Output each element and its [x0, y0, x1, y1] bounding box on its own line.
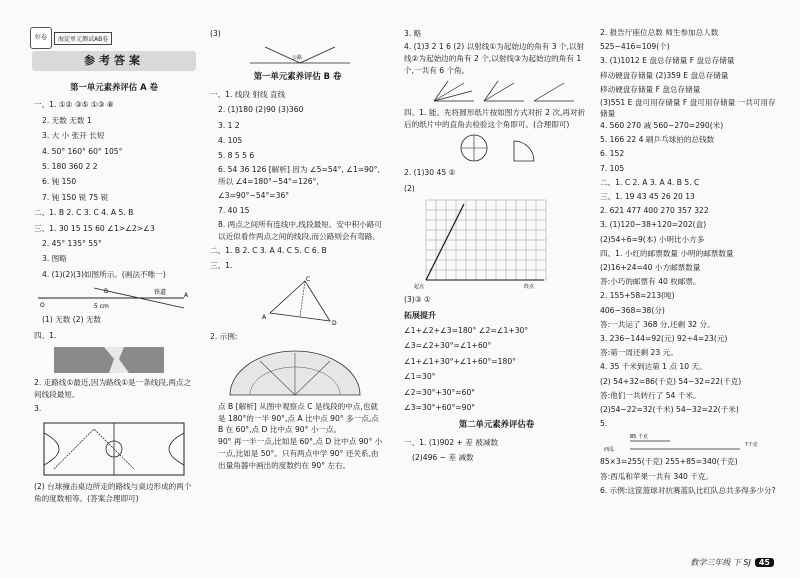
label-q: ?千克 — [745, 442, 758, 449]
answer-line: 一、1. (1)902 + 差 被减数 — [404, 437, 499, 447]
rays-figure — [404, 79, 589, 105]
answer-line: 2. 45° 135° 55° — [42, 239, 102, 249]
answer-line: (2)16+24=40 小方邮票数量 — [600, 263, 701, 273]
court-figure — [34, 419, 194, 479]
answer-line: 4. (1)3 2 1 6 (2) 以射线①为起始边的角有 3 个,以射线②为起始边的角有 2 个,以射线③为起始边的角有 1 个,一共有 6 个角。 — [404, 42, 585, 76]
answer-line: 四、1. 能。先将圆形纸片按如图方式对折 2 次,再对折后的纸片中的直角去检验这个角即可。(合理即可) — [404, 108, 586, 130]
label-road: 公路 — [292, 55, 303, 62]
answer-line: ∠1+∠1+30°+∠1+60°=180° — [404, 356, 516, 366]
answer-line: 二、1. B 2. C 3. C 4. A 5. B — [34, 208, 134, 218]
answer-line: 答:小巧的邮票有 40 枚邮票。 — [600, 277, 701, 287]
answer-line: 一、1. 线段 射线 直线 — [210, 89, 286, 99]
answer-line: 三、1. 19 43 45 26 20 13 — [600, 192, 695, 202]
grid-figure — [404, 198, 589, 290]
label-d: D — [332, 320, 337, 328]
page-number: 45 — [755, 558, 774, 567]
answer-line: 5. 180 360 2 2 — [42, 162, 98, 172]
section-title: 第一单元素养评估 B 卷 — [253, 71, 342, 82]
answer-line: 4. 560 270 减 560−270=290(米) — [600, 121, 724, 131]
answer-line: 三、1. — [210, 261, 233, 271]
line-figure — [34, 284, 194, 310]
answer-line: 3. 图略 — [42, 254, 67, 264]
answer-line: 答:第一周还剩 23 元。 — [600, 348, 678, 358]
answer-line: ∠3=90°−54°=36° — [218, 190, 290, 200]
answer-line: 2. (1)30 45 ② — [404, 168, 456, 178]
section-title: 第一单元素养评估 A 卷 — [70, 82, 158, 92]
column-1 — [34, 78, 194, 505]
circle-fold-figure — [404, 133, 589, 163]
answer-line: 6. 示例:这筐篮球对抗赛蓝队比红队总共多得多少分? — [600, 485, 776, 495]
answer-line: 三、1. 30 15 15 60 ∠1>∠2>∠3 — [34, 223, 155, 233]
answer-line: 一、1. ①② ③⑤ ①③ ⑧ — [34, 100, 114, 110]
grid-label-end: 终点 — [524, 284, 535, 291]
answer-line: 3. 236−144=92(元) 92÷4=23(元) — [600, 334, 728, 344]
answer-line: 3. (1)120−38+120=202(盒) — [600, 220, 707, 230]
answer-line: 2. 155+58=213(吨) — [600, 291, 675, 301]
answer-line: 移动硬盘存储量 (2)359 E 盘总存储量 — [600, 70, 729, 80]
answer-line: (2)54÷6=9(本) 小明比小方多 — [600, 234, 705, 244]
answer-line: 二、1. B 2. C 3. A 4. C 5. C 6. B — [210, 245, 327, 255]
label-scale: 5 cm — [94, 303, 109, 311]
label-track: 铁道 — [154, 289, 167, 297]
answer-line: 5. 8 5 5 6 — [218, 151, 255, 161]
answer-line: 二、1. C 2. A 3. A 4. B 5. C — [600, 177, 700, 187]
answer-line: 四、1. — [34, 330, 57, 340]
answer-line: 7. 40 15 — [218, 206, 250, 216]
answer-line: 点 B [解析] 从图中观察点 C 是线段的中点,也就是 180°的一半 90°,点 A 比中点 90° 多一点,点 B 在 60°,点 D 比中点 90° 小一点。 — [218, 401, 379, 435]
answer-line: 90° 再一半一点,比如是 60°,点 D 比中点 90° 小一点,比如是 50°。只有两点中学 90° 还关系,由出量角器中画出的度数约在 90° 左右。 — [218, 437, 383, 470]
label-85: 85 千克 — [630, 434, 648, 441]
answer-line: 4. 105 — [218, 136, 243, 146]
answer-line: (2) 54+32=86(千克) 54−32=22(千克) — [600, 376, 742, 386]
answer-line: 525−416=109(个) — [600, 42, 670, 52]
answer-line: ∠3=∠2+30°=∠1+60° — [404, 341, 492, 351]
answer-line: 2. (1)180 (2)90 (3)360 — [218, 105, 304, 115]
triangle-figure — [210, 275, 380, 327]
footer-subject: 数学三年级 下 SJ — [690, 558, 751, 567]
answer-line: 2. 示例: — [210, 332, 238, 342]
angle-figure — [210, 43, 380, 67]
column-2 — [210, 26, 385, 472]
answer-line: 3. 大 小 张开 长短 — [42, 131, 105, 141]
answer-line: 7. 105 — [600, 163, 625, 173]
answer-line: 3. — [34, 404, 42, 414]
bar-model-figure — [600, 431, 770, 455]
page-title: 参考答案 — [32, 51, 196, 71]
answer-line: 4. 35 千米到达第 1 点 10 天。 — [600, 362, 707, 372]
answer-line: (2) 台球撞击桌边所走的路线与桌边形成的两个角的度数相等。(答案合理即可) — [34, 481, 192, 503]
answer-line: 3. (1)1012 E 盘总存储量 F 盘总存储量 — [600, 56, 735, 66]
section-title: 第二单元素养评估卷 — [458, 419, 535, 430]
answer-line: 3. 1 2 — [218, 120, 240, 130]
answer-line: 406−368=38(分) — [600, 305, 665, 315]
label-watermelon: 西瓜 — [604, 447, 615, 454]
column-4 — [600, 26, 780, 498]
answer-line: (2) — [404, 183, 415, 193]
answer-line: 85×3=255(千克) 255+85=340(千克) — [600, 457, 738, 467]
map-figure — [34, 345, 194, 375]
answer-line: 4. (1)(2)(3)如图所示。(画法不唯一) — [42, 269, 166, 279]
answer-line: (3)③ ① — [404, 295, 431, 305]
answer-line: 2. 无数 无数 1 — [42, 115, 92, 125]
label-c: C — [306, 276, 311, 284]
answer-line: 5. 166 22 4 刷乒乓球拍的总钱数 — [600, 135, 715, 145]
answer-line: ∠1+∠2+∠3=180° ∠2=∠1+30° — [404, 326, 529, 336]
answer-line: 四、1. 小红的邮票数量 小明的邮票数量 — [600, 248, 734, 258]
label-o: O — [40, 302, 45, 310]
grid-label-start: 起点 — [414, 284, 425, 291]
answer-line: 2. 走路线①最近,因为路线①是一条线段,两点之间线段最短。 — [34, 378, 192, 400]
answer-line: ∠2=30°+30°=60° — [404, 387, 476, 397]
column-3 — [404, 26, 589, 466]
answer-line: 5. — [600, 419, 608, 429]
answer-line: ∠3=30°+60°=90° — [404, 403, 476, 413]
label-b: B — [104, 288, 109, 296]
answer-line: (3)551 E 盘可用存储量 F 盘可用存储量 一共可用存储量 — [600, 98, 776, 119]
brand-label: 海淀单元测试AB卷 — [54, 32, 112, 45]
label-a: A — [262, 314, 267, 322]
answer-line: 移动硬盘存储量 F 盘总存储量 — [600, 84, 701, 94]
answer-line: (2)496 − 差 减数 — [412, 453, 474, 463]
answer-line: 6. 54 36 126 [解析] 因为 ∠5=54°, ∠1=90°, 所以 ∠4=180°−54°=126°, — [218, 164, 381, 186]
answer-line: 答:一共运了 368 分,还剩 32 分。 — [600, 319, 715, 329]
answer-line: (2)54−22=32(千米) 54−32=22(千米) — [600, 405, 739, 415]
answer-line: 3. 略 — [404, 29, 422, 38]
answer-line: 6. 152 — [600, 149, 625, 159]
answer-line: (3) — [210, 29, 221, 38]
header — [30, 27, 198, 75]
answer-line: 2. 报告厅座位总数 师生参加总人数 — [600, 28, 719, 37]
section-subtitle: 拓展提升 — [404, 310, 436, 320]
answer-line: 8. 两点之间所有连线中,线段最短。安中积小路可以近似看作两点之间的线段,而公路则会有弯路。 — [218, 219, 382, 241]
answer-line: 答:他们一共转行了 54 千米。 — [600, 390, 701, 400]
answer-line: 2. 621 477 400 270 357 322 — [600, 206, 709, 216]
footer — [690, 557, 774, 568]
answer-line: 7. 钝 150 锐 75 锐 — [42, 192, 109, 202]
answer-line: ∠1=30° — [404, 372, 436, 382]
answer-line: 答:西瓜和苹果一共有 340 千克。 — [600, 471, 714, 481]
answer-line: 6. 钝 150 — [42, 177, 77, 187]
label-a: A — [184, 292, 189, 300]
logo: 好卷 — [30, 27, 52, 49]
answer-line: (1) 无数 (2) 无数 — [42, 315, 102, 325]
answer-line: 4. 50° 160° 60° 105° — [42, 146, 123, 156]
protractor-figure — [210, 347, 380, 399]
